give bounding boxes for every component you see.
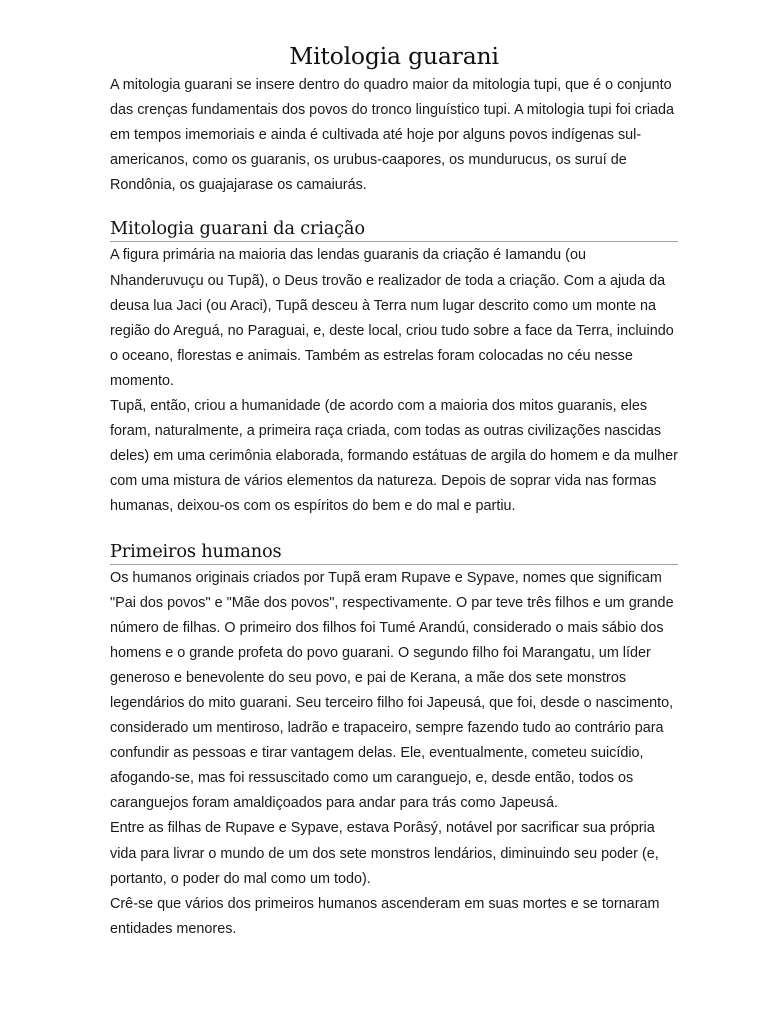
section-body-criacao xyxy=(110,243,678,519)
paragraph: A figura primária na maioria das lendas guaranis da criação é Iamandu (ou Nhanderuvuçu ou Tupã), o Deus trovão e realizador de toda a criação. Com a ajuda da deusa lua Jaci (ou Araci), Tupã desceu à Terra num lugar descrito como um monte na região do Areguá, no Paraguai, e, deste local, criou tudo sobre a face da Terra, incluindo o oceano, florestas e animais. Também as estrelas foram colocadas no céu nesse momento. xyxy=(110,247,674,389)
page-title: Mitologia guarani xyxy=(289,42,499,70)
paragraph: Tupã, então, criou a humanidade (de acordo com a maioria dos mitos guaranis, eles foram, naturalmente, a primeira raça criada, com todas as outras civilizações nascidas deles) em uma cerimônia elaborada, formando estátuas de argila do homem e da mulher com uma mistura de vários elementos da natureza. Depois de soprar vida nas formas humanas, deixou-os com os espíritos do bem e do mal e partiu. xyxy=(110,398,678,515)
document-page xyxy=(110,40,678,942)
section-body-primeiros-humanos xyxy=(110,566,678,942)
intro-paragraph: A mitologia guarani se insere dentro do quadro maior da mitologia tupi, que é o conjunto das crenças fundamentais dos povos do tronco linguístico tupi. A mitologia tupi foi criada em tempos imemoriais e ainda é cultivada até hoje por alguns povos indígenas sul-americanos, como os guaranis, os urubus-caapores, os mundurucus, os suruí de Rondônia, os guajajarase os camaiurás. xyxy=(110,77,674,194)
intro-section xyxy=(110,73,678,198)
section-heading-criacao: Mitologia guarani da criação xyxy=(110,216,678,242)
section-heading-primeiros-humanos: Primeiros humanos xyxy=(110,539,678,565)
paragraph: Entre as filhas de Rupave e Sypave, estava Porâsý, notável por sacrificar sua própria vida para livrar o mundo de um dos sete monstros lendários, diminuindo seu poder (e, portanto, o poder do mal como um todo). xyxy=(110,820,659,887)
paragraph: Os humanos originais criados por Tupã eram Rupave e Sypave, nomes que significam "Pai dos povos" e "Mãe dos povos", respectivamente. O par teve três filhos e um grande número de filhas. O primeiro dos filhos foi Tumé Arandú, considerado o mais sábio dos homens e o grande profeta do povo guarani. O segundo filho foi Marangatu, um líder generoso e benevolente do seu povo, e pai de Kerana, a mãe dos sete monstros legendários do mito guarani. Seu terceiro filho foi Japeusá, que foi, desde o nascimento, considerado um mentiroso, ladrão e trapaceiro, sempre fazendo tudo ao contrário para confundir as pessoas e tirar vantagem delas. Ele, eventualmente, cometeu suicídio, afogando-se, mas foi ressuscitado como um caranguejo, e, desde então, todos os caranguejos foram amaldiçoados para andar para trás como Japeusá. xyxy=(110,569,674,812)
paragraph: Crê-se que vários dos primeiros humanos ascenderam em suas mortes e se tornaram entidades menores. xyxy=(110,895,660,937)
